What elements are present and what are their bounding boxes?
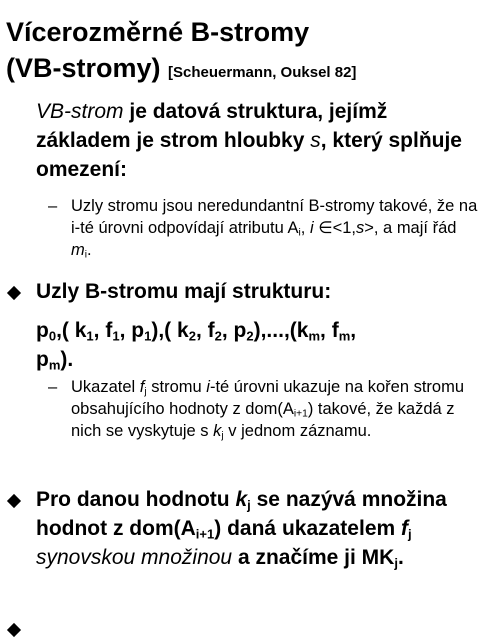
intro-sub-var-m: m <box>71 241 85 259</box>
formula-part: , p <box>221 319 247 342</box>
formula-p0: p <box>36 319 49 342</box>
bullet2-text-a: Pro danou hodnotu <box>36 488 230 511</box>
formula-sub: m <box>48 357 61 373</box>
intro-sub-end: . <box>87 241 92 259</box>
intro-sub-sep: , <box>300 219 306 237</box>
bullet-diamond-icon <box>7 623 21 637</box>
intro-term: VB-strom <box>36 100 124 123</box>
bullet2-end: . <box>397 546 404 569</box>
slide-title <box>6 14 486 91</box>
intro-sub-text-b: ∈<1, <box>318 219 356 237</box>
bullet2-var-k: k <box>235 488 248 511</box>
bullet2-paragraph <box>36 485 484 572</box>
formula-part: , f <box>195 319 215 342</box>
title-line2: (VB-stromy) <box>6 53 161 83</box>
bullet2-var-f: f <box>401 517 409 540</box>
intro-sub-var-s: s <box>356 219 365 237</box>
title-line1: Vícerozměrné B-stromy <box>6 17 310 47</box>
bullet2-text-c: ) daná ukazatelem <box>214 517 396 540</box>
formula-sub-text-e: v jednom záznamu. <box>228 422 372 440</box>
formula-sub: 2 <box>246 328 254 344</box>
formula-sub: m <box>308 328 321 344</box>
formula-sub: 2 <box>214 328 222 344</box>
formula-sub-sub-i1: i+1 <box>293 408 308 420</box>
formula-sub: 0 <box>48 328 57 344</box>
formula-sub-sub-j: j <box>144 386 147 398</box>
intro-sub-sub-m: i <box>84 249 88 261</box>
formula-sub-text-a: Ukazatel <box>71 378 136 396</box>
formula-sub: m <box>338 328 351 344</box>
formula-sub-dash: – <box>48 378 58 396</box>
formula-sub: 1 <box>112 328 120 344</box>
intro-sub-text-c: >, a mají řád <box>364 219 457 237</box>
intro-text-a: je datová struktura, jejímž základem je strom hloubky <box>36 100 388 152</box>
bullet2-text-b: se nazývá množina hodnot z dom(A <box>36 488 447 540</box>
formula-sub-text-c: -té úrovni ukazuje na kořen stromu obsahujícího hodnoty z dom(A <box>71 378 465 418</box>
formula-part: ). <box>60 348 74 371</box>
intro-paragraph <box>36 97 484 184</box>
intro-sub-var-i: i <box>309 219 314 237</box>
intro-text-b: , který splňuje omezení: <box>36 129 462 181</box>
formula-sub-var-f: f <box>139 378 145 396</box>
intro-sub-paragraph <box>71 195 481 261</box>
formula-sub-var-k: k <box>213 422 222 440</box>
formula-part: , f <box>320 319 339 342</box>
intro-sub-dash: – <box>48 197 58 215</box>
bullet2-sub-j: j <box>247 497 251 513</box>
formula-sub: 2 <box>188 328 196 344</box>
intro-var-s: s <box>310 129 321 152</box>
formula-sub-var-i: i <box>206 378 210 396</box>
formula-part: ,( k <box>56 319 87 342</box>
bullet2-sub-i1: i+1 <box>195 526 215 542</box>
formula-part: , p <box>119 319 145 342</box>
bullet2-sub-j2: j <box>408 526 412 542</box>
formula-part: ),...,(k <box>253 319 309 342</box>
formula-part: , <box>350 319 357 342</box>
title-citation: [Scheuermann, Ouksel 82] <box>168 64 357 81</box>
bullet-diamond-icon <box>7 494 21 508</box>
formula-sub-text-b: stromu <box>151 378 202 396</box>
structure-formula <box>36 316 484 374</box>
formula-sub: 1 <box>144 328 152 344</box>
formula-part: ),( k <box>151 319 189 342</box>
formula-part: p <box>36 348 49 371</box>
formula-sub-sub-j2: j <box>221 430 224 442</box>
intro-sub-text-a: Uzly stromu jsou neredundantní B-stromy takové, že na i-té úrovni odpovídají atributu A <box>71 197 478 237</box>
bullet2-term: synovskou množinou <box>36 546 233 569</box>
formula-sub-text-d: ) takové, že každá z nich se vyskytuje s <box>71 400 455 440</box>
intro-sub-sub-i: i <box>298 227 301 239</box>
bullet-diamond-icon <box>7 286 21 300</box>
formula-sub-paragraph <box>71 376 481 442</box>
bullet2-sub-j3: j <box>394 555 398 571</box>
formula-sub: 1 <box>86 328 94 344</box>
bullet1-text: Uzly B-stromu mají strukturu: <box>36 280 332 303</box>
formula-part: , f <box>93 319 113 342</box>
bullet2-text-d: a značíme ji MK <box>237 546 395 569</box>
